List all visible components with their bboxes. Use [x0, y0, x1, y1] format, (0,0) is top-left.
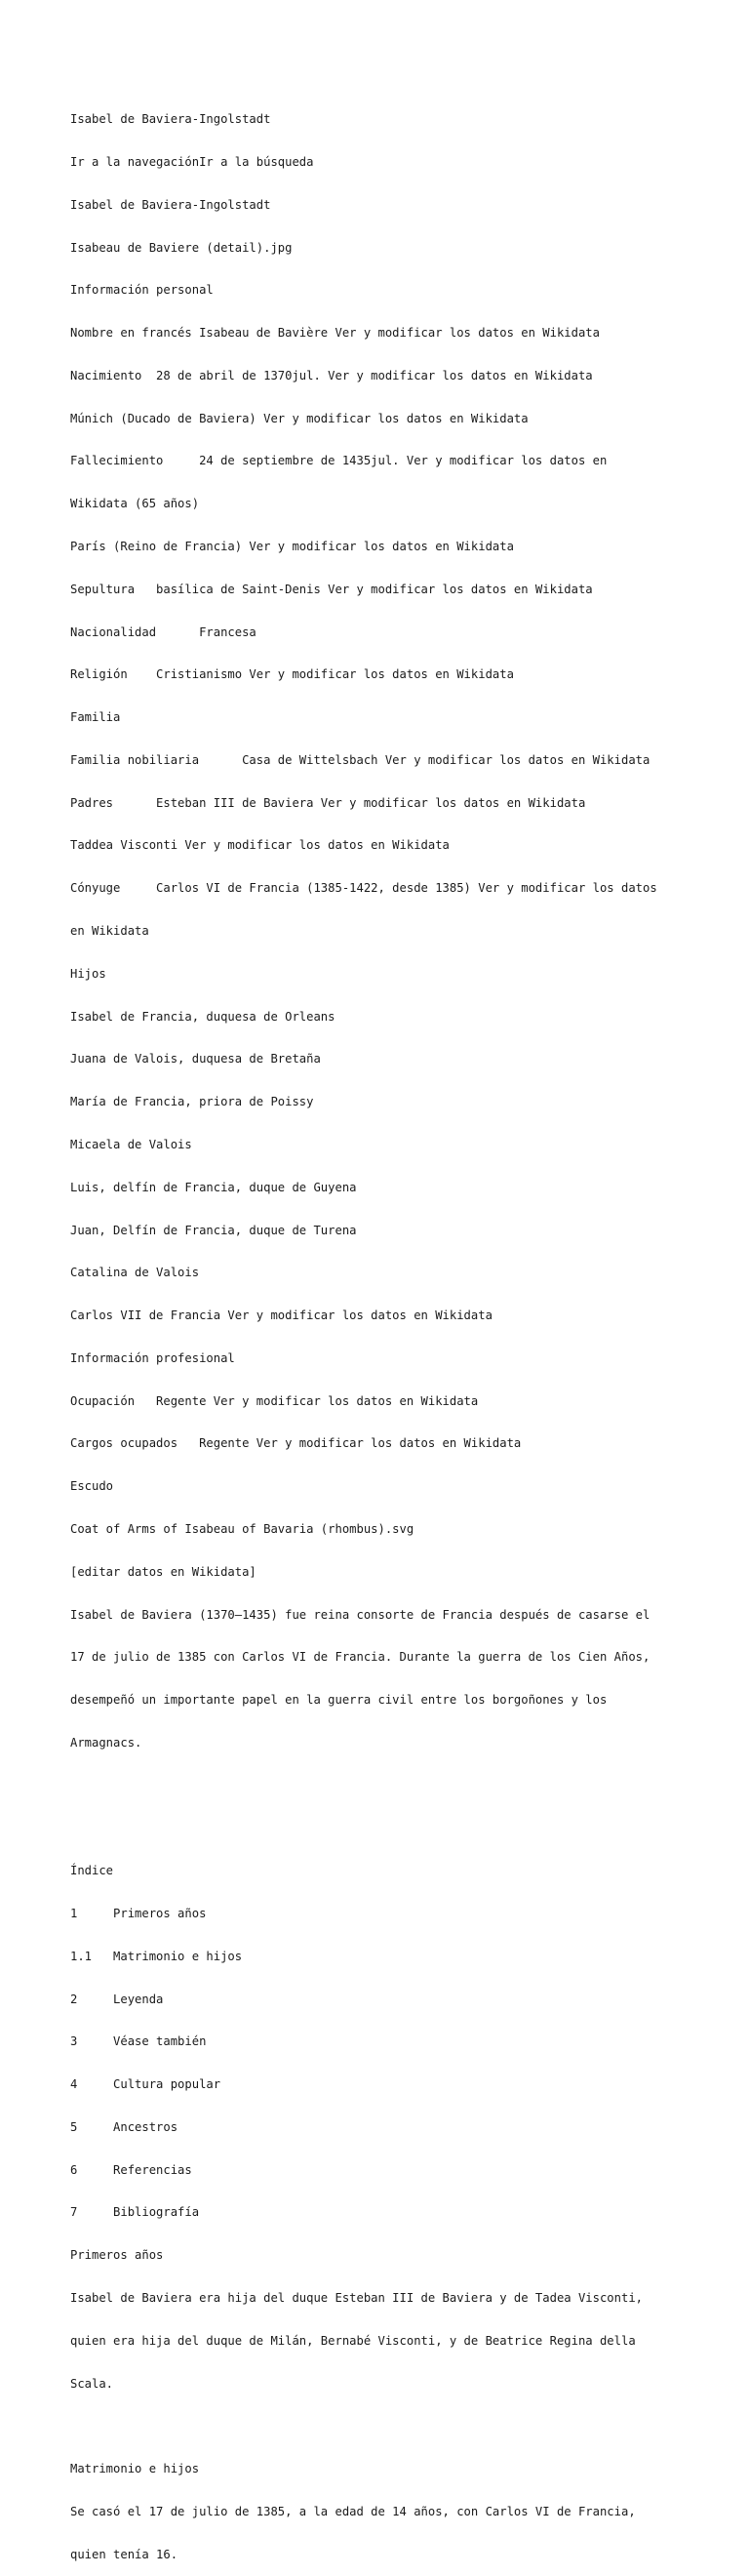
infobox-row-spouse: Cónyuge Carlos VI de Francia (1385-1422, desde 1385) Ver y modificar los datos [70, 881, 657, 896]
child-item: Juan, Delfín de Francia, duque de Turena [70, 1223, 357, 1237]
toc-heading: Índice [70, 1864, 114, 1878]
toc-item[interactable]: 5 Ancestros [70, 2119, 178, 2134]
infobox-row-occupation: Ocupación Regente Ver y modificar los datos en Wikidata [70, 1393, 479, 1408]
infobox-row-birthplace: Múnich (Ducado de Baviera) Ver y modificar los datos en Wikidata [70, 411, 529, 425]
infobox-row-death-continued: Wikidata (65 años) [70, 497, 200, 511]
intro-paragraph-line: Isabel de Baviera (1370–1435) fue reina consorte de Francia después de casarse el [70, 1607, 650, 1622]
intro-paragraph-line: 17 de julio de 1385 con Carlos VI de Francia. Durante la guerra de los Cien Años, [70, 1650, 650, 1665]
edit-wikidata-link[interactable]: [editar datos en Wikidata] [70, 1564, 256, 1579]
infobox-section-family: Familia [70, 710, 121, 725]
blank-line [70, 1779, 685, 1793]
child-item: Catalina de Valois [70, 1266, 200, 1280]
toc-item[interactable]: 3 Véase también [70, 2034, 207, 2049]
page-title: Isabel de Baviera-Ingolstadt [70, 112, 271, 127]
navigation-links[interactable]: Ir a la navegaciónIr a la búsqueda [70, 154, 314, 169]
infobox-row-children-label: Hijos [70, 966, 106, 981]
infobox-row-birth: Nacimiento 28 de abril de 1370jul. Ver y modificar los datos en Wikidata [70, 368, 593, 382]
early-years-paragraph-line: Scala. [70, 2376, 114, 2391]
infobox-row-parents: Padres Esteban III de Baviera Ver y modificar los datos en Wikidata [70, 795, 586, 810]
blank-line [70, 2419, 685, 2434]
infobox-row-burial: Sepultura basílica de Saint-Denis Ver y modificar los datos en Wikidata [70, 582, 593, 596]
infobox-row-spouse-continued: en Wikidata [70, 924, 149, 939]
section-heading-marriage: Matrimonio e hijos [70, 2462, 200, 2476]
infobox-row-french-name: Nombre en francés Isabeau de Bavière Ver y modificar los datos en Wikidata [70, 326, 600, 341]
section-heading-early-years: Primeros años [70, 2248, 164, 2263]
infobox-row-noble-family: Familia nobiliaria Casa de Wittelsbach Ver y modificar los datos en Wikidata [70, 752, 650, 767]
infobox-section-coat-of-arms: Escudo [70, 1479, 114, 1494]
infobox-row-nationality: Nacionalidad Francesa [70, 624, 256, 639]
marriage-paragraph-line: Se casó el 17 de julio de 1385, a la edad de 14 años, con Carlos VI de Francia, [70, 2504, 636, 2518]
toc-item[interactable]: 7 Bibliografía [70, 2205, 200, 2220]
child-item: Luis, delfín de Francia, duque de Guyena [70, 1180, 357, 1194]
infobox-row-parents-continued: Taddea Visconti Ver y modificar los datos en Wikidata [70, 838, 450, 853]
child-item: Micaela de Valois [70, 1137, 192, 1151]
child-item: Juana de Valois, duquesa de Bretaña [70, 1052, 321, 1067]
infobox-row-deathplace: París (Reino de Francia) Ver y modificar los datos en Wikidata [70, 540, 514, 553]
infobox-coat-of-arms-caption: Coat of Arms of Isabeau of Bavaria (rhombus).svg [70, 1521, 414, 1536]
toc-item[interactable]: 4 Cultura popular [70, 2077, 221, 2092]
document-body [70, 84, 685, 2576]
toc-item[interactable]: 1.1 Matrimonio e hijos [70, 1949, 243, 1963]
early-years-paragraph-line: quien era hija del duque de Milán, Bernabé Visconti, y de Beatrice Regina della [70, 2333, 636, 2348]
infobox-section-professional: Información profesional [70, 1350, 235, 1365]
blank-line [70, 1821, 685, 1835]
infobox-row-positions: Cargos ocupados Regente Ver y modificar los datos en Wikidata [70, 1436, 522, 1451]
marriage-paragraph-line: quien tenía 16. [70, 2547, 178, 2561]
toc-item[interactable]: 6 Referencias [70, 2162, 192, 2177]
child-item: Isabel de Francia, duquesa de Orleans [70, 1009, 335, 1024]
infobox-title: Isabel de Baviera-Ingolstadt [70, 197, 271, 212]
infobox-row-death: Fallecimiento 24 de septiembre de 1435jul. Ver y modificar los datos en [70, 454, 608, 468]
child-item: María de Francia, priora de Poissy [70, 1095, 314, 1109]
intro-paragraph-line: Armagnacs. [70, 1735, 142, 1750]
intro-paragraph-line: desempeñó un importante papel en la guerra civil entre los borgoñones y los [70, 1693, 608, 1708]
early-years-paragraph-line: Isabel de Baviera era hija del duque Esteban III de Baviera y de Tadea Visconti, [70, 2291, 643, 2306]
toc-item[interactable]: 2 Leyenda [70, 1992, 164, 2006]
toc-item[interactable]: 1 Primeros años [70, 1907, 207, 1920]
child-item: Carlos VII de Francia Ver y modificar los datos en Wikidata [70, 1308, 493, 1323]
infobox-section-personal: Información personal [70, 283, 214, 298]
infobox-row-religion: Religión Cristianismo Ver y modificar los datos en Wikidata [70, 667, 514, 682]
infobox-image-caption: Isabeau de Baviere (detail).jpg [70, 240, 293, 255]
